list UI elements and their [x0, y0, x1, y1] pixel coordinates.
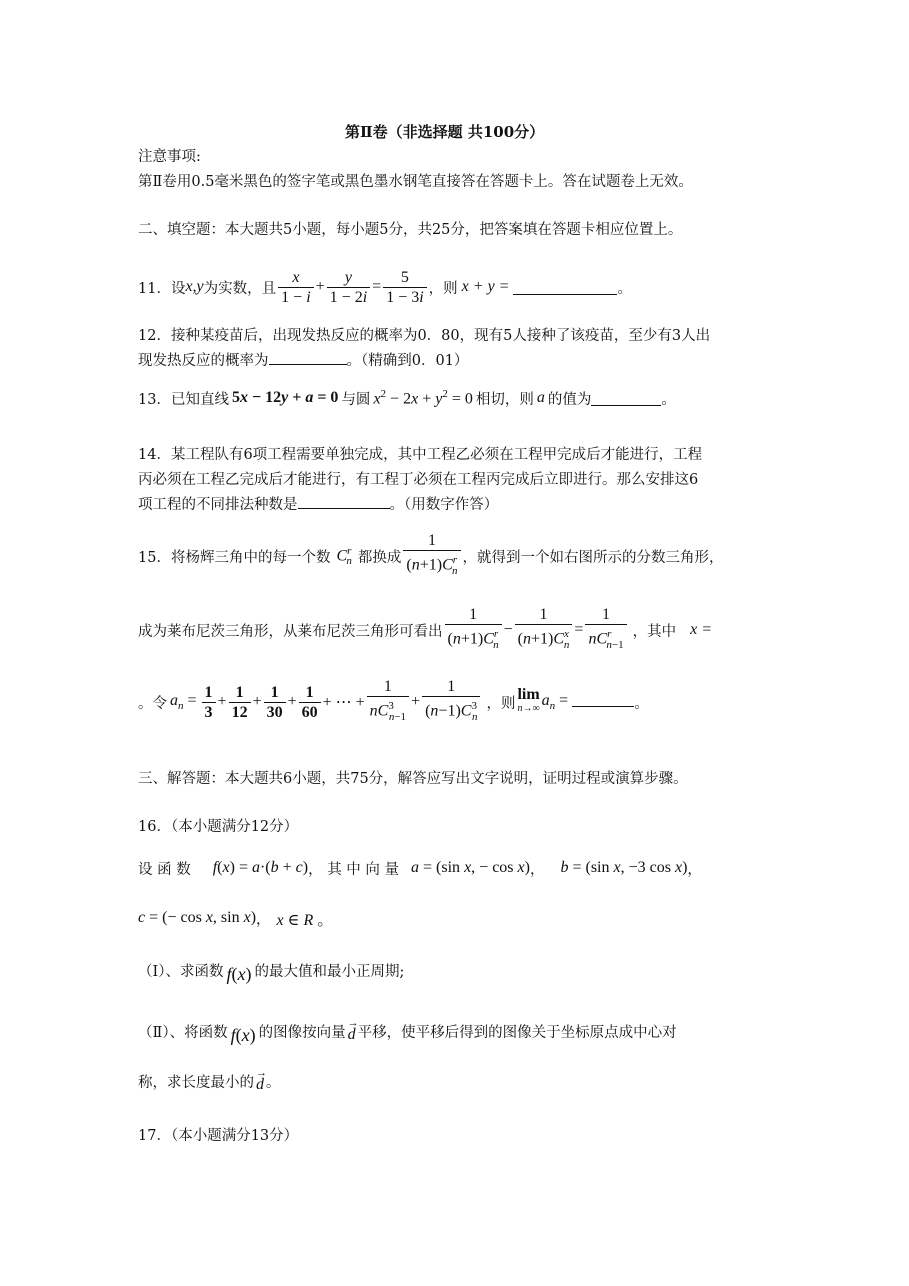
q15-fraction-b: $\frac{1}{(n+1)C^x_n}$ [515, 605, 573, 655]
q15-an: $a_n$ = [170, 691, 197, 713]
q15-answer-blank [572, 698, 634, 707]
q15-fraction-a: $\frac{1}{(n+1)C^r_n}$ [445, 605, 502, 655]
q13-circle-equation: $x^2 - 2x + y^2 = 0$ [373, 387, 473, 408]
q14-answer-blank [298, 494, 390, 509]
q13-line-equation: 5x − 12y + a = 0 [231, 389, 339, 406]
question-12-line-2 [138, 349, 468, 370]
q11-answer-blank [513, 280, 617, 295]
question-14-line-3 [138, 493, 498, 514]
q12-line-1: 12．接种某疫苗后，出现发热反应的概率为0．80，现有5人接种了该疫苗，至少有3人出 [138, 328, 711, 344]
section-answer-heading: 三、解答题：本大题共6小题，共75分，解答应写出文字说明，证明过程或演算步骤。 [138, 771, 688, 787]
notice-heading: 注意事项: [138, 149, 201, 165]
q16-l1a: 设 函 数 [138, 861, 191, 878]
q16-p3b: 。 [266, 1074, 281, 1091]
q13-then: 相切，则 [475, 391, 534, 408]
q11-expr: x + y = [461, 278, 510, 295]
q16-heading: 16．（本小题满分12分） [138, 819, 299, 835]
q15-l2a: 成为莱布尼茨三角形，从莱布尼茨三角形可看出 [138, 623, 443, 640]
question-16-line-1: 设 函 数 f(x) = a·(b + c) ， 其 中 向 量 a = (sin x, − cos x) ， b = (sin x, −3 cos x) ， [138, 859, 702, 878]
q12-line-2b: 。（精确到0．01） [346, 353, 469, 369]
q16-vector-d-2: → d [256, 1067, 267, 1093]
question-11: 11．设 x,y 为实数，且 $\frac{x}{1 - i}$ + $\frac{y}{1 - 2i}$ = $\frac{5}{1 - 3i}$ ，则 x + y = 。 [138, 268, 632, 306]
q17-heading: 17．（本小题满分13分） [138, 1128, 299, 1144]
q15-term-6: $\frac{1}{(n-1)C^3_n}$ [422, 677, 480, 727]
q13-answer-blank [591, 391, 661, 406]
q15-l3a: 。令 [138, 695, 167, 712]
q16-p2c: 平移，使平移后得到的图像关于坐标原点成中心对 [357, 1024, 677, 1041]
q16-fx: f(x) = a·(b + c) [212, 859, 309, 876]
question-16-part-1 [138, 952, 404, 988]
question-16-line-2: c = (− cos x, sin x) ， x ∈ R 。 [138, 902, 333, 934]
q13-period: 。 [661, 391, 676, 408]
q15-term-4: $\frac{1}{60}$ [299, 683, 321, 722]
q16-p3a: 称，求长度最小的 [138, 1074, 254, 1091]
q16-p1a: （Ⅰ）、求函数 [138, 963, 224, 980]
section-fill-in-heading: 二、填空题：本大题共5小题，每小题5分，共25分，把答案填在答题卡相应位置上。 [138, 222, 683, 238]
q16-vector-d: → d [347, 1017, 359, 1043]
q11-mid: 为实数，且 [203, 280, 277, 297]
q13-mid: 与圆 [341, 391, 371, 408]
q15-term-1: $\frac{1}{3}$ [202, 683, 216, 722]
q16-vector-a: a = (sin x, − cos x) [411, 859, 530, 876]
q16-domain: x ∈ R 。 [276, 911, 334, 929]
q11-then: ，则 [428, 280, 458, 297]
q15-fraction-replace: $\frac{1}{(n+1)C^r_n}$ [403, 531, 460, 581]
q15-binomial: $C^r_n$ [336, 544, 352, 568]
q15-l1a: 15．将杨辉三角中的每一个数 [138, 549, 331, 566]
q11-end: 。 [617, 280, 632, 297]
question-16-part-2 [138, 1013, 677, 1049]
q13-prefix: 13．已知直线 [138, 391, 229, 408]
q16-vector-c: c = (− cos x, sin x) [138, 909, 257, 926]
q16-p2a: （Ⅱ）、将函数 [138, 1024, 228, 1041]
q14-line-3b: 。（用数字作答） [389, 497, 499, 513]
q11-vars: x,y [185, 278, 204, 295]
q15-term-3: $\frac{1}{30}$ [264, 683, 286, 722]
question-15-line-2: 成为莱布尼茨三角形，从莱布尼茨三角形可看出 $\frac{1}{(n+1)C^r_n}$ − $\frac{1}{(n+1)C^x_n}$ = $\frac{1}{nC^r_{n-1}}$ ，其中 x = [138, 604, 712, 656]
q14-line-2: 丙必须在工程乙完成后才能进行，有工程丁必须在工程丙完成后立即进行。那么安排这6 [138, 472, 699, 488]
question-16-part-3 [138, 1063, 281, 1099]
q14-line-1: 14．某工程队有6项工程需要单独完成，其中工程乙必须在工程甲完成后才能进行，工程 [138, 447, 703, 463]
q14-line-3a: 项工程的不同排法种数是 [138, 497, 298, 513]
q11-fraction-1: $\frac{x}{1 - i}$ [278, 268, 313, 307]
q11-fraction-3: $\frac{5}{1 - 3i}$ [383, 268, 426, 307]
q16-p1b: 的最大值和最小正周期; [254, 963, 405, 980]
q15-l2var: x = [690, 621, 713, 638]
q15-l3b: ，则 [486, 695, 516, 712]
q15-term-2: $\frac{1}{12}$ [229, 683, 251, 722]
q13-var: a [536, 389, 545, 406]
notice-text: 第Ⅱ卷用0.5毫米黑色的签字笔或黑色墨水钢笔直接答在答题卡上。答在试题卷上无效。 [138, 174, 693, 190]
page-title: 第Ⅱ卷（非选择题 共100分） [345, 123, 545, 141]
q15-l1c: ，就得到一个如右图所示的分数三角形， [462, 549, 724, 566]
question-15-line-1 [138, 530, 724, 582]
question-15-line-3: 。令 $a_n$ = $\frac{1}{3}$ + $\frac{1}{12}$ + $\frac{1}{30}$ + $\frac{1}{60}$ + ⋯ + $\frac{1}{nC^3_{n-1}}$ + $\frac{1}{(n-1)C^3_n}$ ，则 lim n→∞ $a_n$ = 。 [138, 676, 649, 728]
q13-end: 的值为 [547, 391, 592, 408]
q16-p1-fx: f(x) [226, 963, 252, 984]
q16-p2-fx: f(x) [230, 1024, 256, 1045]
q16-p2b: 的图像按向量 [258, 1024, 346, 1041]
q16-vector-b: b = (sin x, −3 cos x) [560, 859, 688, 876]
q11-fraction-2: $\frac{y}{1 - 2i}$ [327, 268, 370, 307]
q12-answer-blank [269, 350, 347, 365]
q15-l1b: 都换成 [357, 549, 402, 566]
q15-limit: lim n→∞ [517, 686, 540, 714]
q15-fraction-c: $\frac{1}{nC^r_{n-1}}$ [585, 605, 626, 655]
q15-l3c: 。 [634, 695, 649, 712]
q16-l1b: ， 其 中 向 量 [308, 861, 400, 878]
q15-term-5: $\frac{1}{nC^3_{n-1}}$ [367, 677, 409, 727]
q15-l2b: ，其中 [632, 623, 677, 640]
question-13 [138, 382, 676, 414]
q12-line-2a: 现发热反应的概率为 [138, 353, 269, 369]
q11-prefix: 11．设 [138, 280, 186, 297]
